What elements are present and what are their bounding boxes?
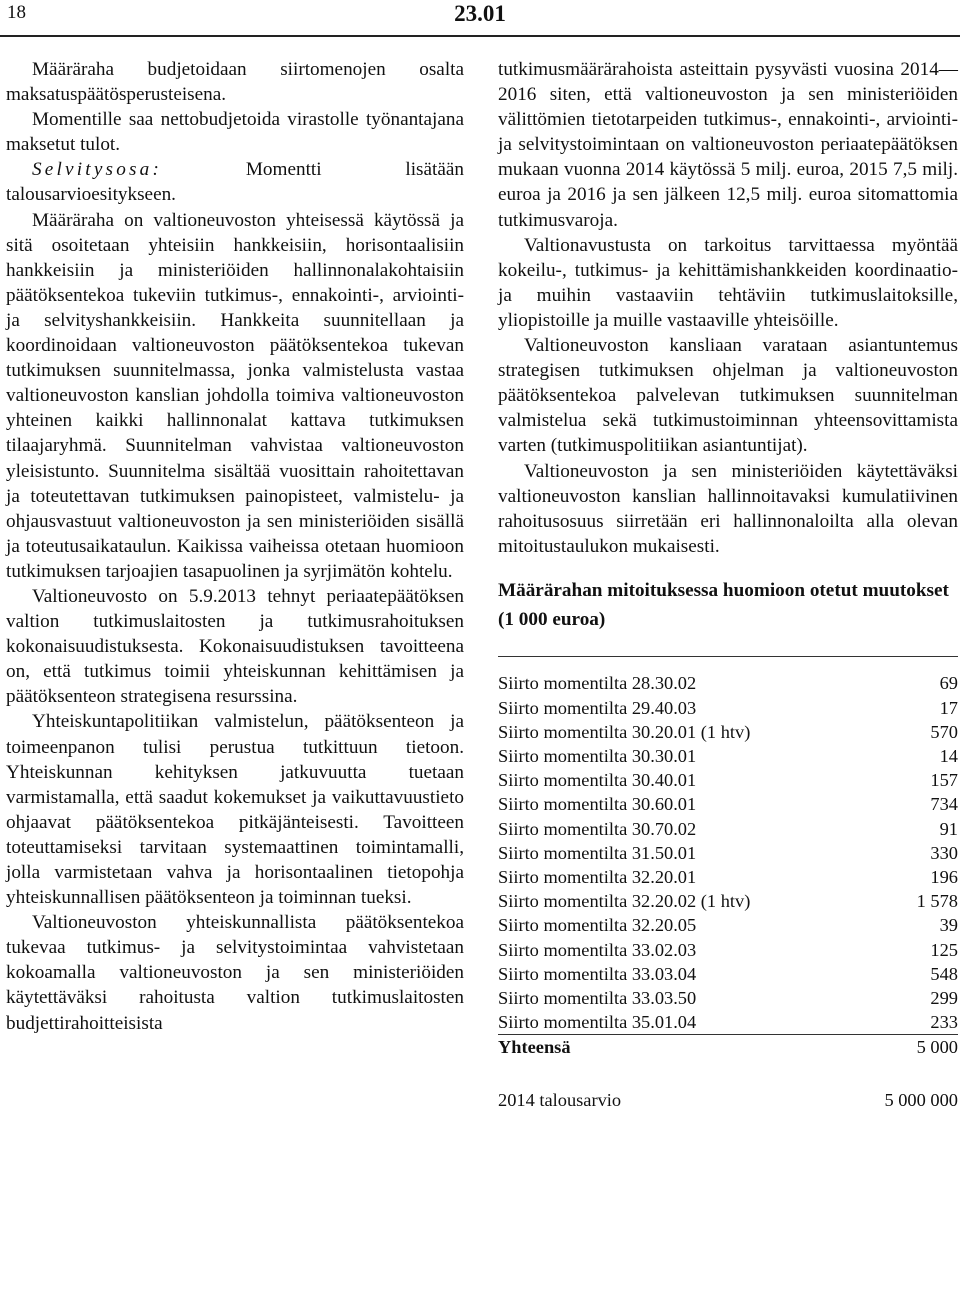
- paragraph-funding-transfer: Valtioneuvoston ja sen ministeriöiden käytettäväksi valtioneuvoston kanslian hallinnoitavaksi kumulatiivinen rahoitusosuus siirretään eri hallinnonaloilta alla olevan mitoitustaulukon mukaisesti.: [498, 460, 958, 557]
- table-row: [498, 744, 958, 768]
- row-value: 1 578: [916, 891, 958, 912]
- paragraph-government-decision: Valtioneuvosto on 5.9.2013 tehnyt periaatepäätöksen valtion tutkimuslaitosten ja tutkimusrahoituksen kokonaisuudistuksesta. Kokonaisuudistuksen tavoitteena on, että tutkimus toimii yhteiskunnan kehittämisen ja päätöksenteon strategisena resurssina.: [6, 585, 464, 708]
- row-value: 233: [930, 1012, 958, 1033]
- table-row: [498, 696, 958, 720]
- table-row: [498, 938, 958, 962]
- row-value: 548: [930, 963, 958, 984]
- row-label: Siirto momentilta 31.50.01: [498, 842, 697, 863]
- table-row: [498, 962, 958, 986]
- paragraph-expertise: Valtioneuvoston kansliaan varataan asiantuntemus strategisen tutkimuksen ohjelman ja valtioneuvoston päätöksentekoa palvelevan tutkimuksen suunnitelman valmistelua sekä tutkimustoiminnan yhteensovittamista varten (tutkimuspolitiikan asiantuntijat).: [498, 335, 958, 457]
- table-top-rule: [498, 656, 958, 658]
- paragraph-research-funds: tutkimusmäärärahoista asteittain pysyvästi vuosina 2014—2016 siten, että valtioneuvoston ja sen ministeriöiden välittömien tietotarpeiden tutkimus-, ennakointi-, arviointi- ja selvitystoimintaan on valtioneuvoston periaatepäätöksen mukaan vuonna 2014 käytössä 5 milj. euroa, 2015 7,5 milj. euroa ja 2016 ja sen jälkeen 12,5 milj. euroa sitomattomia tutkimusvaroja.: [498, 59, 958, 231]
- row-label: Siirto momentilta 30.70.02: [498, 818, 697, 839]
- project-planning-text: Hankkeita suunnitellaan ja koordinoidaan valtioneuvoston päätöksentekoa tukevan tutkimuksen suunnitelmassa, jonka valmistelusta vastaa valtioneuvoston kanslian johdolla toimiva valtioneuvoston yhteinen kaikki hallinnonalat kattava tutkimuksen tilaajaryhmä. Suunnitelman vahvistaa valtioneuvoston yleisistunto. Suunnitelma sisältää vuosittain rahoitettavan ja toteutettavan tutkimuksen painopisteet, valmistelu- ja ohjausvastuut valtioneuvoston ja sen ministeriöiden sisällä ja toteutusaikataulun. Kaikissa vaiheissa otetaan huomioon tutkimuksen tarjoajien tasapuolinen ja syrjimätön kohtelu.: [6, 309, 464, 582]
- table-row: [498, 865, 958, 889]
- paragraph-budgeting: Määräraha budjetoidaan siirtomenojen osalta maksatuspäätösperusteisena.: [6, 59, 464, 106]
- row-value: 91: [939, 818, 958, 839]
- table-row: [498, 1010, 958, 1035]
- row-label: Siirto momentilta 28.30.02: [498, 673, 697, 694]
- row-value: 157: [930, 770, 958, 791]
- table-row: [498, 889, 958, 913]
- table-row: [498, 841, 958, 865]
- total-value: 5 000: [893, 1035, 958, 1060]
- page-header: [0, 0, 960, 40]
- row-value: 39: [939, 915, 958, 936]
- table-title: Määrärahan mitoituksessa huomioon otetut muutokset (1 000 euroa): [498, 579, 949, 630]
- row-value: 330: [930, 842, 958, 863]
- explanation-label: Selvitysosa:: [32, 159, 163, 181]
- total-row: [498, 1035, 958, 1060]
- row-value: 196: [930, 867, 958, 887]
- table-row: [498, 792, 958, 816]
- row-value: 299: [930, 988, 958, 1009]
- page-number: 18: [7, 2, 26, 23]
- transfer-table: [498, 671, 958, 1059]
- row-label: Siirto momentilta 32.20.02 (1 htv): [498, 891, 751, 912]
- row-label: Siirto momentilta 30.30.01: [498, 745, 697, 766]
- table-row: [498, 768, 958, 792]
- row-value: 734: [930, 794, 958, 815]
- budget-label: 2014 talousarvio: [498, 1089, 622, 1110]
- explanation-text: Momentti lisätään talousarvioesitykseen.: [6, 159, 464, 206]
- paragraph-state-aid: Valtionavustusta on tarkoitus tarvittaessa myöntää kokeilu-, tutkimus- ja kehittämishankkeiden koordinaatio- ja muihin vastaaviin tehtäviin tutkimuslaitoksille, yliopistoille ja muille vastaaville yhteisöille.: [498, 234, 958, 331]
- paragraph-appropriation-use: [6, 208, 464, 584]
- row-label: Siirto momentilta 35.01.04: [498, 1012, 697, 1033]
- row-label: Siirto momentilta 33.03.04: [498, 963, 697, 984]
- row-label: Siirto momentilta 33.02.03: [498, 939, 697, 960]
- chapter-number: 23.01: [454, 1, 506, 26]
- paragraph-net-budgeting: Momentille saa nettobudjetoida virastolle työnantajana maksetut tulot.: [6, 109, 464, 156]
- paragraph-social-policy: Yhteiskuntapolitiikan valmistelun, päätöksenteon ja toimeenpanon tulisi perustua tutkittuun tietoon. Yhteiskunnan kehityksen jatkuvuutta tuetaan varmistamalla, että saadut kokemukset ja vaikuttavuustieto ohjaavat päätöksentekoa pitkäjänteisesti. Tavoitteen toteuttamiseksi tarvitaan systemaattinen toimintamalli, jolla varmistetaan vahva ja horisontaalinen tietopohja yhteiskunnallisen päätöksenteon ja toiminnan tueksi.: [6, 711, 464, 909]
- row-label: Siirto momentilta 32.20.01: [498, 867, 697, 887]
- row-label: Siirto momentilta 29.40.03: [498, 697, 697, 718]
- row-label: Siirto momentilta 30.60.01: [498, 794, 697, 815]
- header-rule: [0, 35, 960, 37]
- row-value: 69: [939, 673, 958, 694]
- budget-value: 5 000 000: [884, 1089, 958, 1110]
- paragraph-research-strengthening: Valtioneuvoston yhteiskunnallista päätöksentekoa tukevaa tutkimus- ja selvitystoimintaa vahvistetaan kokoamalla valtioneuvoston ja sen ministeriöiden käytettäväksi rahoitusta valtion tutkimuslaitosten budjettirahoitteisista: [6, 912, 464, 1034]
- row-label: Siirto momentilta 30.20.01 (1 htv): [498, 721, 751, 742]
- budget-table: [498, 1088, 958, 1112]
- appropriation-use-text: Määräraha on valtioneuvoston yhteisessä käytössä ja sitä osoitetaan yhteisiin hankkeisiin, horisontaalisiin hankkeisiin ja ministeriöiden hallinnonalakohtaisiin päätöksentekoa tukeviin tutkimus-, ennakointi-, arviointi- ja selvityshankkeisiin.: [6, 209, 464, 331]
- table-row: [498, 671, 958, 695]
- paragraph-explanation: [6, 157, 464, 207]
- row-value: 570: [930, 721, 958, 742]
- row-value: 125: [930, 939, 958, 960]
- row-value: 17: [939, 697, 958, 718]
- row-label: Siirto momentilta 30.40.01: [498, 770, 697, 791]
- budget-row: [498, 1088, 958, 1112]
- total-label: Yhteensä: [498, 1035, 893, 1060]
- table-row: [498, 913, 958, 937]
- row-value: 14: [939, 745, 958, 766]
- table-row: [498, 986, 958, 1010]
- row-label: Siirto momentilta 32.20.05: [498, 915, 697, 936]
- row-label: Siirto momentilta 33.03.50: [498, 988, 697, 1009]
- right-column: [498, 57, 958, 1112]
- table-row: [498, 817, 958, 841]
- left-column: [6, 57, 464, 1036]
- table-row: [498, 720, 958, 744]
